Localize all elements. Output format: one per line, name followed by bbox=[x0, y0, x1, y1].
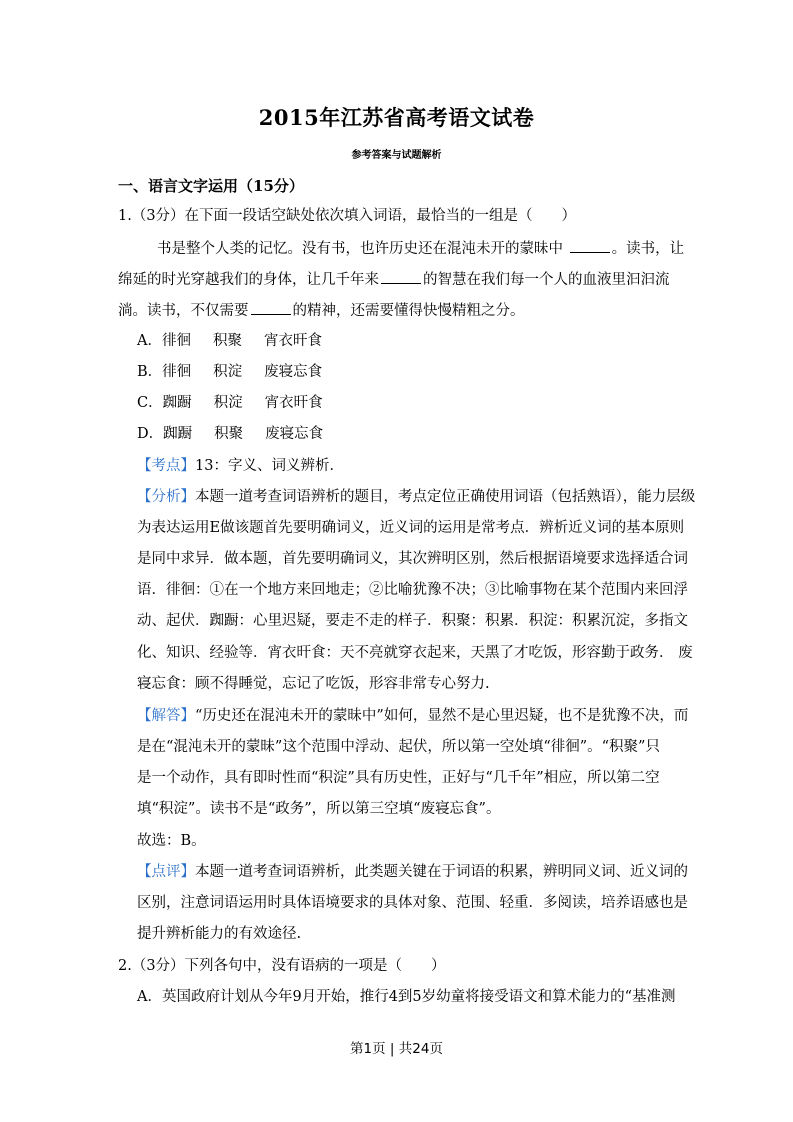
fenxi-tag: 【分析】 bbox=[137, 489, 195, 505]
option-word: 积聚 bbox=[212, 333, 242, 349]
passage-line bbox=[118, 269, 678, 290]
answer-line: 故选：B。 bbox=[137, 833, 206, 849]
option-c bbox=[137, 393, 697, 413]
passage-text: 。读书，让 bbox=[611, 241, 685, 257]
page-title: 2015年江苏省高考语文试卷 bbox=[258, 105, 535, 130]
dianping-line bbox=[137, 862, 697, 882]
option-word: 宵衣旰食 bbox=[263, 333, 322, 349]
option-word: A．徘徊 bbox=[137, 333, 191, 349]
option-a bbox=[137, 331, 697, 351]
jieda-tag: 【解答】 bbox=[137, 708, 195, 724]
fenxi-line: 语．徘徊：①在一个地方来回地走；②比喻犹豫不决；③比喻事物在某个范围内来回浮 bbox=[137, 582, 688, 598]
passage-text: 绵延的时光穿越我们的身体，让几千年来 bbox=[118, 272, 379, 288]
section-heading: 一、语言文字运用（15分） bbox=[118, 177, 304, 195]
question-1-stem: 1.（3分）在下面一段话空缺处依次填入词语，最恰当的一组是（ ） bbox=[118, 208, 577, 224]
kaodian-text: 13：字义、词义辨析． bbox=[195, 458, 344, 474]
passage-line bbox=[118, 300, 678, 321]
option-word: 宵衣旰食 bbox=[264, 395, 323, 411]
page-footer: 第1页 | 共24页 bbox=[350, 1041, 443, 1057]
passage-line bbox=[157, 238, 717, 259]
option-word: C．踟蹰 bbox=[137, 395, 192, 411]
question-2-option-a: A．英国政府计划从今年9月开始，推行4到5岁幼童将接受语文和算术能力的“基准测 bbox=[137, 989, 676, 1005]
fenxi-line: 是同中求异．做本题，首先要明确词义，其次辨明区别，然后根据语境要求选择适合词 bbox=[137, 551, 688, 567]
answer-blank bbox=[381, 269, 421, 284]
passage-text: 的智慧在我们每一个人的血液里汩汩流 bbox=[423, 272, 670, 288]
option-b bbox=[137, 362, 697, 382]
passage-text: 淌。读书，不仅需要 bbox=[118, 303, 249, 319]
kaodian-line bbox=[137, 456, 697, 476]
fenxi-line: 为表达运用E做该题首先要明确词义，近义词的运用是常考点．辨析近义词的基本原则 bbox=[137, 520, 685, 536]
jieda-line bbox=[137, 706, 697, 726]
jieda-line: 是一个动作，具有即时性而“积淀”具有历史性，正好与“几千年”相应，所以第二空 bbox=[137, 770, 660, 786]
option-word: 废寝忘食 bbox=[265, 426, 324, 442]
fenxi-line: 寝忘食：顾不得睡觉，忘记了吃饭，形容非常专心努力. bbox=[137, 676, 490, 692]
fenxi-line bbox=[137, 487, 697, 507]
jieda-line: 填“积淀”。读书不是“政务”，所以第三空填“废寝忘食”。 bbox=[137, 801, 501, 817]
option-word: 积淀 bbox=[213, 395, 243, 411]
answer-blank bbox=[570, 238, 610, 253]
option-word: 积淀 bbox=[213, 364, 243, 380]
option-word: B．徘徊 bbox=[137, 364, 192, 380]
question-2-stem: 2.（3分）下列各句中，没有语病的一项是（ ） bbox=[118, 958, 446, 974]
answer-blank bbox=[251, 300, 291, 315]
page-subtitle: 参考答案与试题解析 bbox=[351, 150, 442, 161]
fenxi-text: 本题一道考查词语辨析的题目，考点定位正确使用词语（包括熟语），能力层级 bbox=[195, 489, 696, 505]
dianping-text: 本题一道考查词语辨析，此类题关键在于词语的积累，辨明同义词、近义词的 bbox=[195, 864, 688, 880]
dianping-line: 提升辨析能力的有效途径. bbox=[137, 926, 302, 942]
kaodian-tag: 【考点】 bbox=[137, 458, 195, 474]
option-word: 积聚 bbox=[214, 426, 244, 442]
fenxi-line: 动、起伏．踟蹰：心里迟疑，要走不走的样子．积聚：积累．积淀：积累沉淀，多指文 bbox=[137, 613, 688, 629]
fenxi-line: 化、知识、经验等．宵衣旰食：天不亮就穿衣起来，天黑了才吃饭，形容勤于政务． 废 bbox=[137, 645, 693, 661]
jieda-line: 是在“混沌未开的蒙昧”这个范围中浮动、起伏，所以第一空处填“徘徊”。“积聚”只 bbox=[137, 739, 660, 755]
option-word: 废寝忘食 bbox=[264, 364, 323, 380]
dianping-line: 区别，注意词语运用时具体语境要求的具体对象、范围、轻重．多阅读，培养语感也是 bbox=[137, 895, 688, 911]
option-d bbox=[137, 424, 697, 444]
dianping-tag: 【点评】 bbox=[137, 864, 195, 880]
passage-text: 的精神，还需要懂得快慢精粗之分。 bbox=[292, 303, 525, 319]
jieda-text: “历史还在混沌未开的蒙昧中”如何，显然不是心里迟疑，也不是犹豫不决，而 bbox=[195, 708, 689, 724]
passage-text: 书是整个人类的记忆。没有书，也许历史还在混沌未开的蒙昧中 bbox=[157, 241, 568, 257]
option-word: D．踟蹰 bbox=[137, 426, 193, 442]
